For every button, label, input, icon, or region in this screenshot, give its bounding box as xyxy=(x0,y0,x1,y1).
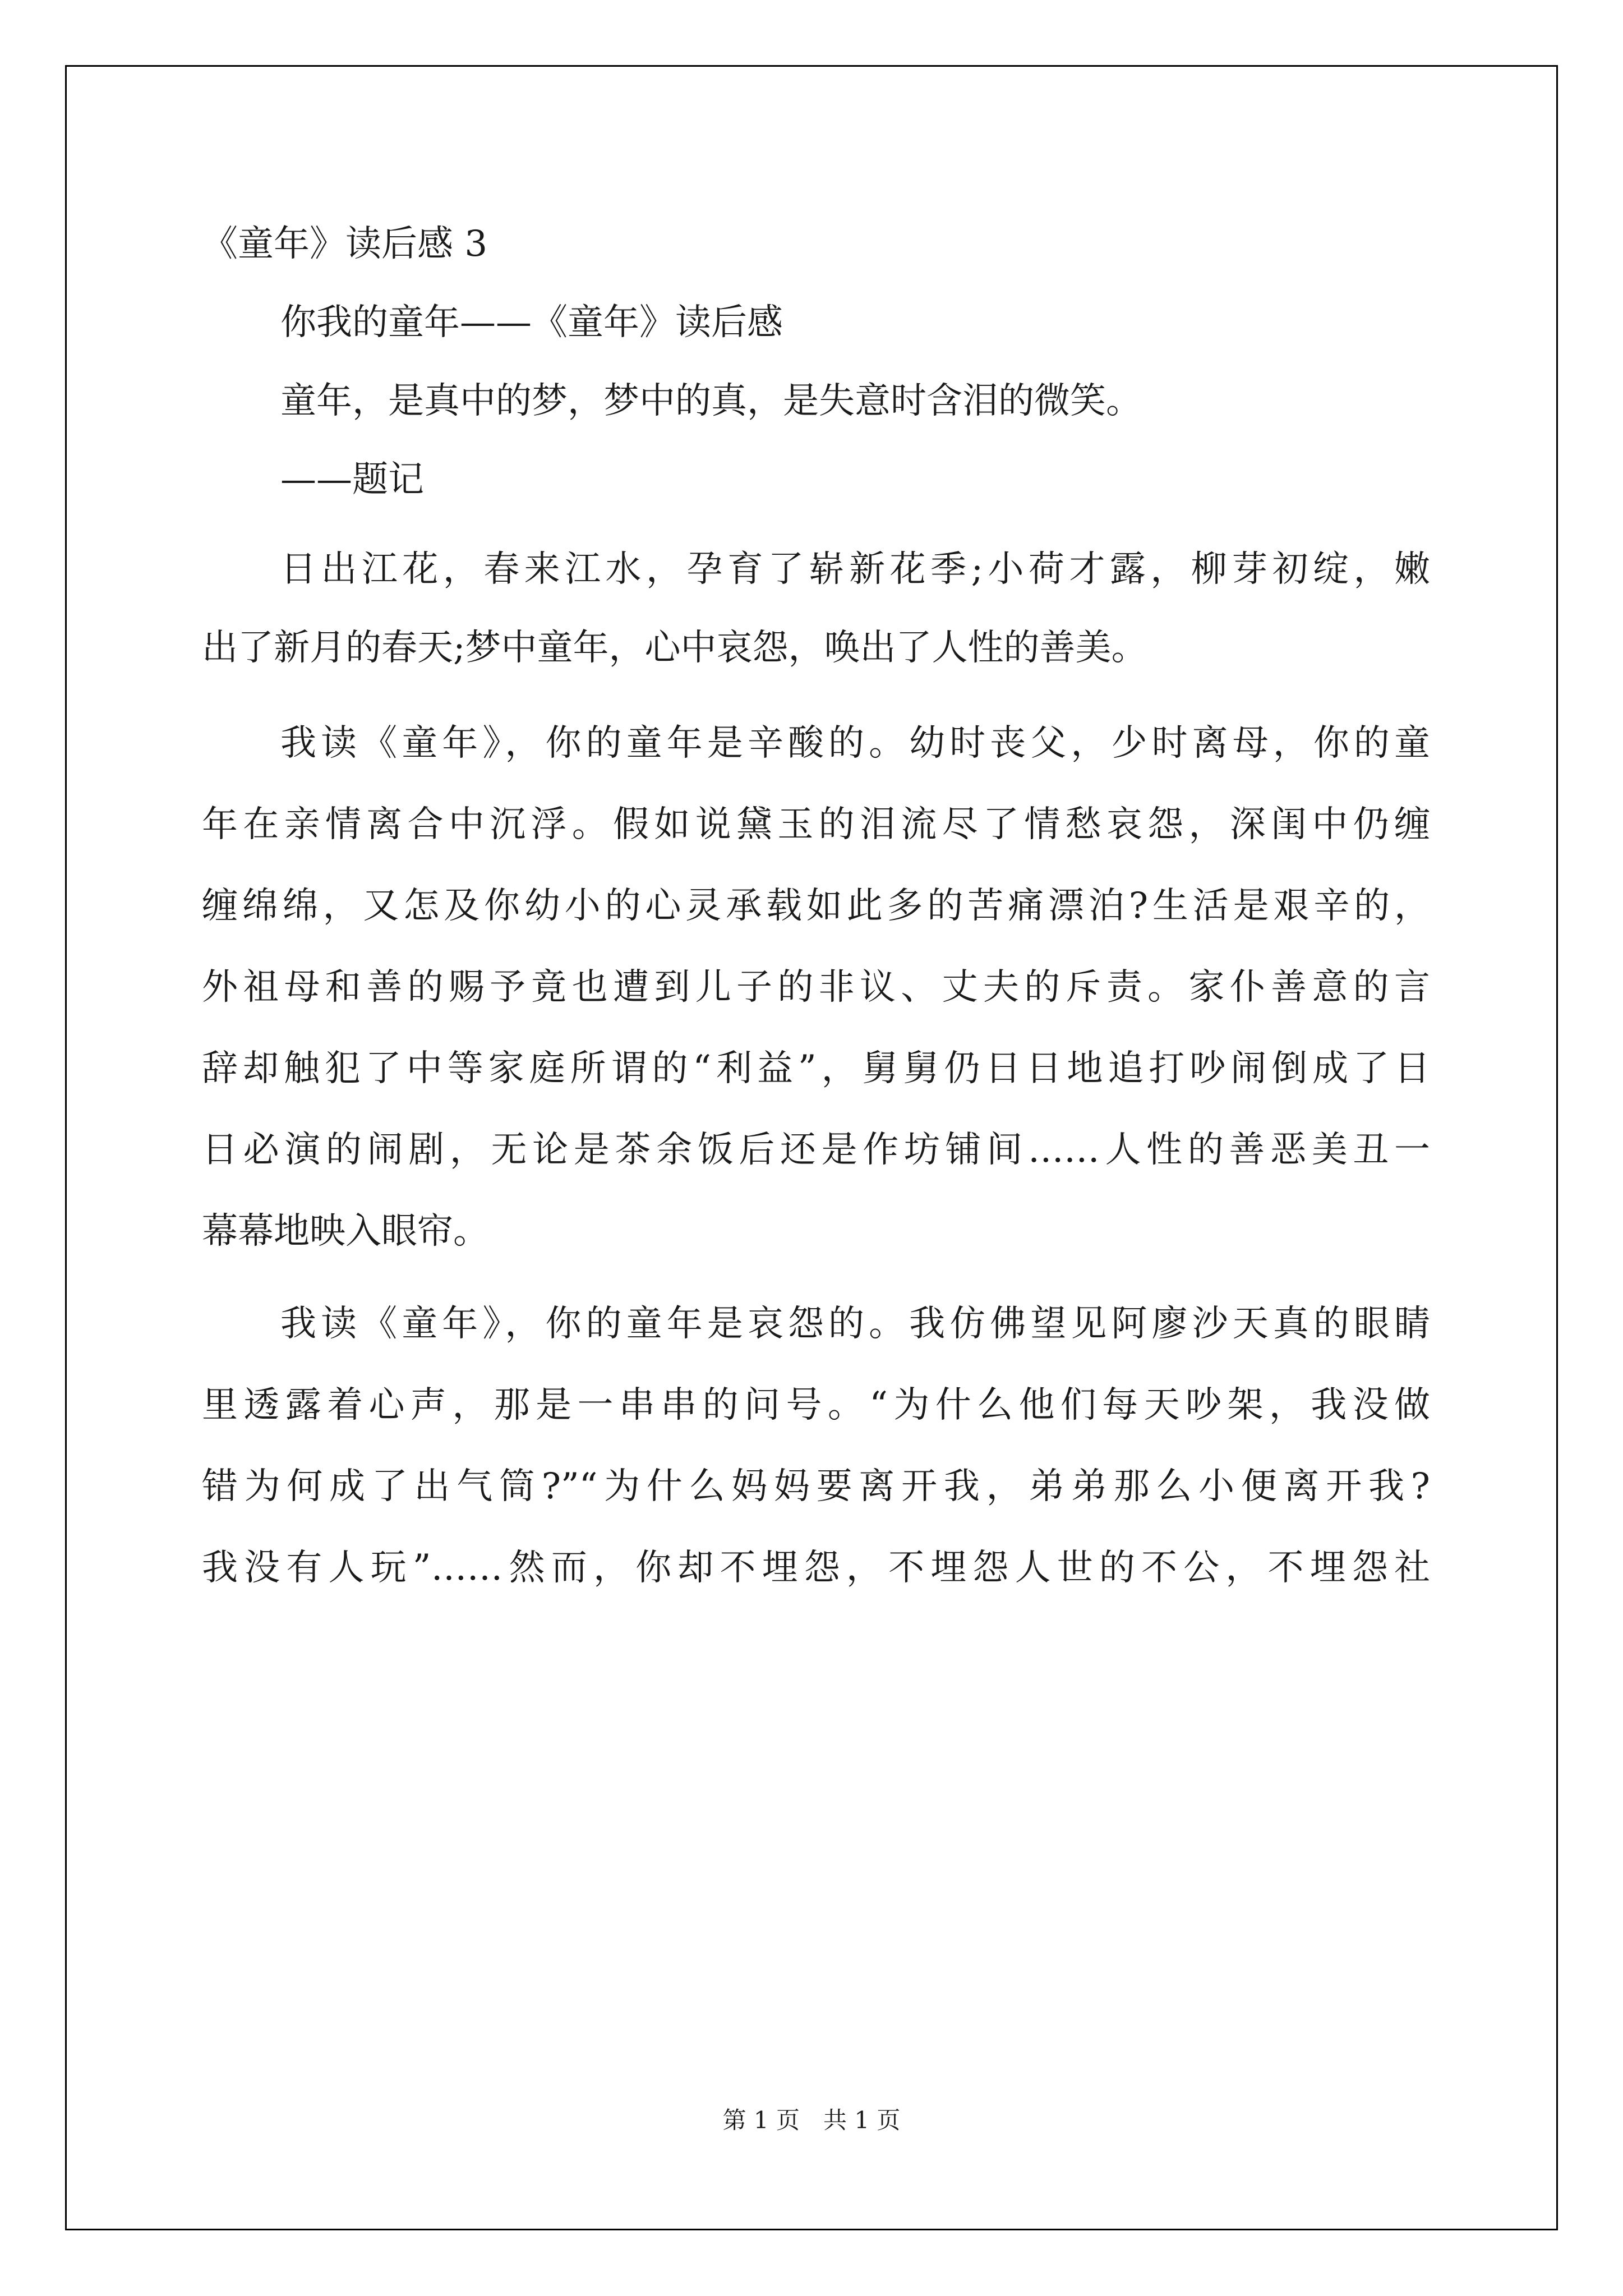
paragraph-line: 我没有人玩”……然而，你却不埋怨，不埋怨人世的不公，不埋怨社 xyxy=(202,1547,1430,1589)
paragraph-line: 辞却触犯了中等家庭所谓的“利益”，舅舅仍日日地追打吵闹倒成了日 xyxy=(202,1048,1430,1089)
paragraph-line: 缠绵绵，又怎及你幼小的心灵承载如此多的苦痛漂泊?生活是艰辛的， xyxy=(202,885,1430,927)
paragraph-line: 出了新月的春天;梦中童年，心中哀怨，唤出了人性的善美。 xyxy=(202,627,1147,669)
paragraph-line: 我读《童年》，你的童年是辛酸的。幼时丧父，少时离母，你的童 xyxy=(280,723,1430,764)
paragraph-line: 日必演的闹剧，无论是茶余饭后还是作坊铺间……人性的善恶美丑一 xyxy=(202,1129,1430,1171)
paragraph-line: 年在亲情离合中沉浮。假如说黛玉的泪流尽了情愁哀怨，深闺中仍缠 xyxy=(202,804,1430,845)
document-subtitle: 你我的童年——《童年》读后感 xyxy=(280,302,783,343)
paragraph-line: 里透露着心声，那是一串串的问号。“为什么他们每天吵架，我没做 xyxy=(202,1384,1430,1426)
paragraph-line: 错为何成了出气筒?”“为什么妈妈要离开我，弟弟那么小便离开我? xyxy=(202,1466,1430,1507)
epigraph: 童年，是真中的梦，梦中的真，是失意时含泪的微笑。 xyxy=(280,380,1142,422)
paragraph-line: 外祖母和善的赐予竟也遭到儿子的非议、丈夫的斥责。家仆善意的言 xyxy=(202,967,1430,1008)
page-number-footer: 第 1 页 共 1 页 xyxy=(722,2106,901,2134)
document-heading: 《童年》读后感 3 xyxy=(202,223,488,265)
epigraph-sign: ——题记 xyxy=(280,459,424,500)
paragraph-line: 日出江花，春来江水，孕育了崭新花季;小荷才露，柳芽初绽，嫩 xyxy=(280,549,1430,590)
paragraph-line: 幕幕地映入眼帘。 xyxy=(202,1211,489,1252)
paragraph-line: 我读《童年》，你的童年是哀怨的。我仿佛望见阿廖沙天真的眼睛 xyxy=(280,1303,1430,1345)
